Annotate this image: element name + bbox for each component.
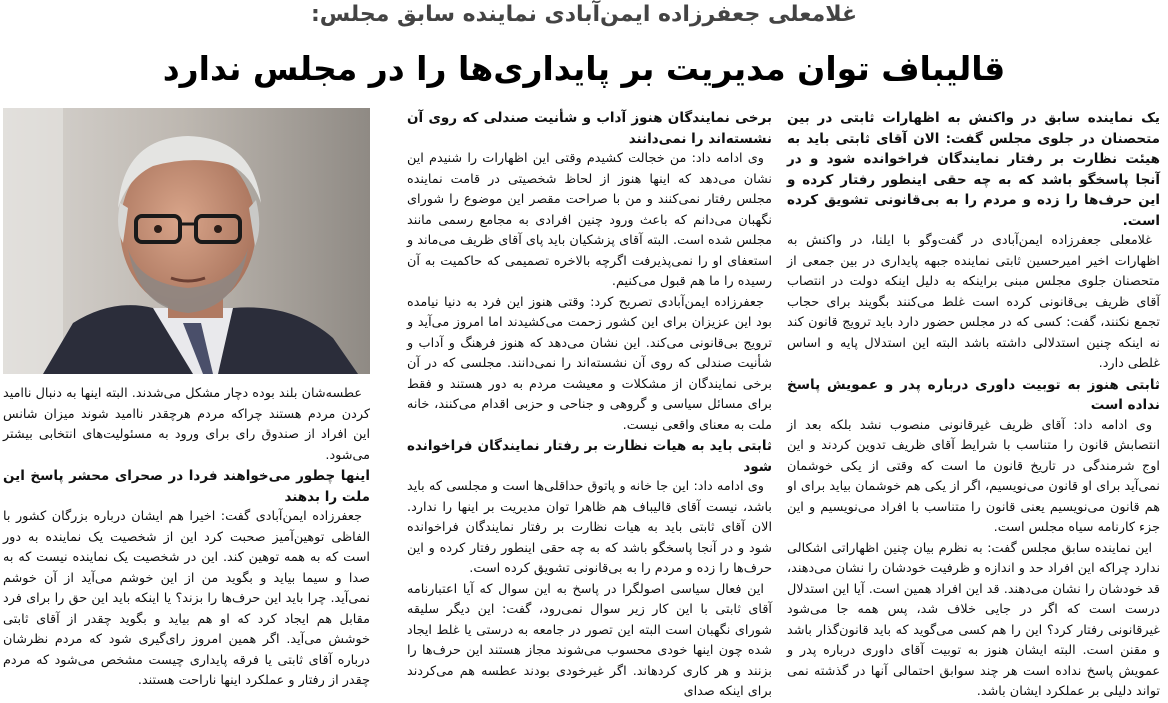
body-paragraph: این نماینده سابق مجلس گفت: به نظرم بیان چنین اظهاراتی اشکالی ندارد چراکه این افراد حد و اندازه و ظرفیت خودشان را نشان می‌دهند، قد خودشان را نشان می‌دهند. قد این افراد همین است. آیا این استدلال درست است که اگر در جایی خلاف شد، پس همه جا می‌شود غیرقانونی رفتار کرد؟ این را هم کسی می‌گوید که باید قانون‌گذار باشد و مقنن است. البته ایشان هنوز به توبیت آقای داوری درباره پدر و عمویش پاسخ نداده است هر چند سوابق احتمالی آنها در گذشته نمی تواند دلیلی بر عملکرد ایشان باشد. — [787, 540, 1160, 699]
article-column-middle — [407, 108, 772, 699]
article-kicker: غلامعلی جعفرزاده ایمن‌آبادی نماینده سابق مجلس: — [311, 2, 857, 27]
subheading: اینها چطور می‌خواهند فردا در صحرای محشر پاسخ این ملت را بدهند — [3, 468, 370, 505]
body-paragraph: این فعال سیاسی اصولگرا در پاسخ به این سوال که آیا اعتبارنامه آقای ثابتی با این کار زیر سوال نمی‌رود، گفت: این دیگر سلیقه شورای نگهبان است البته این تصور در جامعه به درستی یا غلط ایجاد شده چون اینها خودی محسوب می‌شوند مجاز هستند این حرف‌ها را بزنند و هر کاری کردهاند. اگر غیرخودی بودند عطسه هم می‌کردند برای اینکه صدای — [407, 581, 772, 699]
subheading: برخی نمایندگان هنوز آداب و شأنیت صندلی که روی آن نشسته‌اند را نمی‌دانند — [407, 110, 772, 147]
body-paragraph: جعفرزاده ایمن‌آبادی تصریح کرد: وقتی هنوز این فرد به دنیا نیامده بود این عزیزان برای این کشور زحمت می‌کشیدند اما امروز می‌آید و ترویج بی‌قانونی می‌کند. این نشان می‌دهد که هنوز فرهنگ و آداب و شأنیت صندلی که روی آن نشسته‌اند را نمی‌دانند. مجلسی که در آن برخی نمایندگان از مشکلات و معیشت مردم به دور هستند و فقط برای مسائل سیاسی و گروهی و جناحی و حزبی اقدام می‌کنند، خانه ملت به معنای واقعی نیست. — [407, 294, 772, 433]
subheading: ثابتی باید به هیات نظارت بر رفتار نمایندگان فراخوانده شود — [407, 438, 772, 475]
article-headline: قالیباف توان مدیریت بر پایداری‌ها را در مجلس ندارد — [162, 49, 1006, 88]
body-paragraph: جعفرزاده ایمن‌آبادی گفت: اخیرا هم ایشان درباره بزرگان کشور با الفاظی توهین‌آمیز صحبت کرد این از شخصیت یک نماینده به دور است که به همه توهین کند. این در شخصیت یک نماینده نیست که به صدا و سیما بیاید و بگوید من از این خوشم می‌آید از آن خوشم نمی‌آید. چرا باید این حرف‌ها را بزند؟ یا اینکه باید این حق را برای فرد مقابل هم ایجاد کرد که او هم بیاید و بگوید چقدر از آقای ثابتی خوشش می‌آید. اگر همین امروز رای‌گیری شود که مردم نظرشان درباره آقای ثابتی یا فرقه پایداری چیست مشخص می‌شود که مردم چقدر از رفتار و عملکرد اینها ناراحت هستند. — [3, 509, 370, 688]
portrait-photo — [3, 108, 370, 374]
body-paragraph: وی ادامه داد: من خجالت کشیدم وقتی این اظهارات را شنیدم این نشان می‌دهد که اینها هنوز از لحاظ شخصیتی در قامت نماینده مجلس رفتار نمی‌کنند و من با صراحت مقصر این موضوع را شورای نگهبان می‌دانم که باعث ورود چنین افرادی به مجامع رسمی مانند مجلس شده است. البته آقای پزشکیان باید پای آقای ظریف می‌ماند و استعفای او را نمی‌پذیرفت اگرچه بالاخره تصمیمی که حاکمیت به آن رسیده را ما هم قبول می‌کنیم. — [407, 151, 772, 289]
article-column-left — [3, 384, 370, 688]
body-paragraph: وی ادامه داد: آقای ظریف غیرقانونی منصوب نشد بلکه بعد از انتصابش قانون را متناسب با شرایط آقای ظریف تدوین کردند و این اوج شرمندگی در تاریخ قانون ما است که وقتی از یکی خوشمان نمی‌آید برای او قانون می‌نویسیم، اگر از یکی هم خوشمان بیاید برای او هم قانون می‌نویسیم یعنی قانون را متناسب با افراد می‌نویسیم و این جزء کارنامه سیاه مجلس است. — [787, 417, 1160, 535]
article-column-right — [787, 108, 1160, 699]
lead-paragraph: یک نماینده سابق در واکنش به اظهارات ثابتی در بین متحصنان در جلوی مجلس گفت: الان آقای ثابتی باید به هیئت نظارت بر رفتار نمایندگان فراخوانده شود و در آنجا پاسخگو باشد که به چه حقی اینطور رفتار کرده و این حرف‌ها را زده و مردم را به بی‌قانونی تشویق کرده است. — [787, 110, 1160, 229]
subheading: ثابتی هنوز به توبیت داوری درباره پدر و عمویش پاسخ نداده است — [787, 376, 1160, 413]
body-paragraph: غلامعلی جعفرزاده ایمن‌آبادی در گفت‌وگو با ایلنا، در واکنش به اظهارات اخیر امیرحسین ثابتی نماینده جبهه پایداری در بین جمعی از متحصنان جلوی مجلس مبنی براینکه به دلیل اینکه دولت در انتصاب آقای ظریف بی‌قانونی کرده است غلط می‌کنند بگویند برای حجاب تجمع نکنند، گفت: کسی که در مجلس حضور دارد باید ترویج قانون کند نه اینکه چنین استدلالی داشته باشد البته این استدلال پایه و اساس غلطی دارد. — [787, 233, 1160, 371]
body-paragraph: عطسه‌شان بلند بوده دچار مشکل می‌شدند. البته اینها به دنبال ناامید کردن مردم هستند چراکه مردم هرچقدر ناامید شوند میزان شانس این افراد از صندوق رای برای ورود به مسئولیت‌های انتخابی بیشتر می‌شود. — [3, 386, 370, 463]
body-paragraph: وی ادامه داد: این جا خانه و پاتوق حداقلی‌ها است و مجلسی که باید باشد، نیست آقای قالیباف هم ظاهرا توان مدیریت بر اینها را ندارد. الان آقای ثابتی باید به هیات نظارت بر رفتار نمایندگان فراخوانده شود و در آنجا پاسخگو باشد که به چه حقی اینطور رفتار کرده و این حرف‌ها را زده و مردم را به بی‌قانونی تشویق کرده است. — [407, 479, 772, 576]
